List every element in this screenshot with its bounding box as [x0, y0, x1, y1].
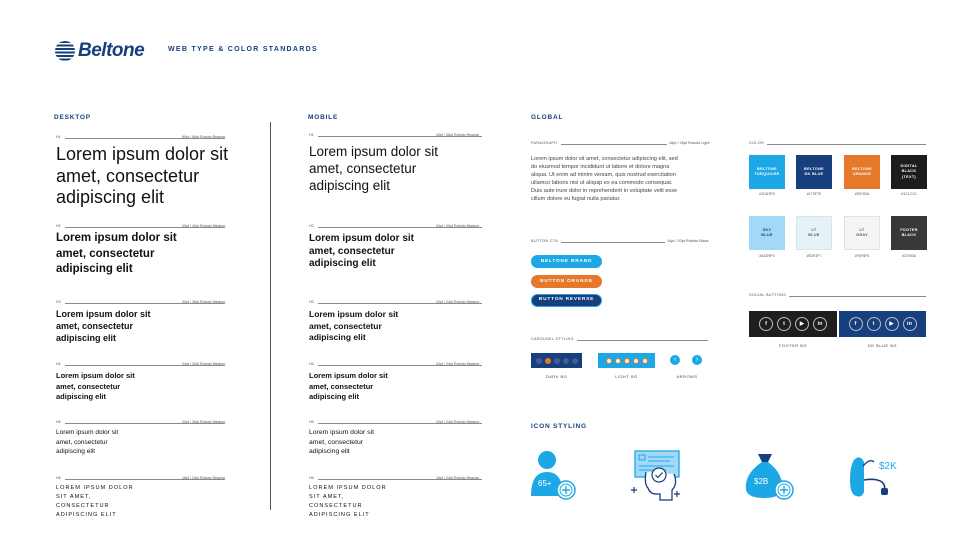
carousel-prev-arrow-icon[interactable]: ‹ — [670, 355, 680, 365]
swatch-lt-blue: LT BLUE — [796, 216, 832, 250]
carousel-dot[interactable] — [536, 358, 542, 364]
carousel-dot[interactable] — [633, 358, 639, 364]
facebook-icon[interactable]: f — [759, 317, 773, 331]
carousel-light-dots — [598, 353, 655, 368]
mobile-h3: H3 20pt / 24pt Roboto Medium Lorem ipsum dolor sit amet, consectetur adipiscing elit — [309, 300, 480, 342]
social-spec: SOCIAL BUTTONS — [749, 293, 787, 297]
carousel-caption-dark: DARK BG — [545, 374, 568, 379]
mobile-h2: H2 24pt / 40pt Roboto Medium Lorem ipsum dolor sit amet, consectetur adipiscing elit — [309, 224, 480, 269]
desktop-h1: H1 60pt / 66pt Roboto Regular Lorem ipsum dolor sit amet, consectetur adipiscing elit — [56, 135, 229, 207]
hex-code: #F5F5F5 — [854, 254, 870, 258]
hex-code: #E5782A — [854, 192, 870, 196]
icon-label-age: 65+ — [538, 479, 552, 488]
button-reverse[interactable]: BUTTON REVERSE — [531, 294, 602, 307]
swatch-footer-black: FOOTER BLACK — [891, 216, 927, 250]
linkedin-icon[interactable]: in — [813, 317, 827, 331]
swatch-beltone-turquoise: BELTONE TURQUOISE — [749, 155, 785, 189]
money-bag-icon — [742, 450, 794, 507]
mobile-h6: H6 16pt / 24pt Roboto Regular LOREM IPSUM DOLOR SIT AMET, CONSECTETUR ADIPISCING ELIT — [309, 476, 480, 518]
carousel-caption-light: LIGHT BG — [615, 374, 638, 379]
carousel-dot-active[interactable] — [545, 358, 551, 364]
column-divider — [270, 122, 271, 510]
social-footer-bg — [749, 311, 837, 337]
carousel-dot[interactable] — [572, 358, 578, 364]
hex-code: #173F7E — [806, 192, 822, 196]
carousel-next-arrow-icon[interactable]: › — [692, 355, 702, 365]
linkedin-icon[interactable]: in — [903, 317, 917, 331]
youtube-icon[interactable]: ▶ — [795, 317, 809, 331]
swatch-lt-gray: LT GRAY — [844, 216, 880, 250]
person-plus-icon — [530, 450, 578, 507]
desktop-h6: H6 16pt / 24pt Roboto Regular LOREM IPSUM DOLOR SIT AMET, CONSECTETUR ADIPISCING ELIT — [56, 476, 226, 518]
logo-text: Beltone — [78, 40, 145, 61]
carousel-spec: CAROUSEL STYLING — [531, 337, 574, 341]
social-caption-dk-blue: DK BLUE BG — [867, 343, 897, 348]
desktop-h2: H2 40pt / 40pt Roboto Medium Lorem ipsum dolor sit amet, consectetur adipiscing elit — [56, 224, 226, 275]
carousel-dot[interactable] — [563, 358, 569, 364]
carousel-dot[interactable] — [624, 358, 630, 364]
hex-code: #E3F3F7 — [806, 254, 822, 258]
desktop-h5: H5 20pt / 30pt Roboto Medium Lorem ipsum dolor sit amet, consectetur adipiscing elit — [56, 420, 226, 455]
beltone-brand-button[interactable]: BELTONE BRAND — [531, 255, 602, 268]
globe-icon — [54, 40, 76, 62]
mobile-h1: H1 40pt / 36pt Roboto Regular Lorem ipsum dolor sit amet, consectetur adipiscing elit — [309, 133, 480, 193]
carousel-dot[interactable] — [554, 358, 560, 364]
paragraph-sample: Lorem ipsum dolor sit amet, consectetur adipiscing elit, sed do eiusmod tempor incididunt ut labore et dolore magna aliqua. Ut enim ad minim veniam, quis nostrud exercitation ullamco laboris nisi ut aliquip ex ea commodo consequat. Duis aute irure dolor in reprehenderit in voluptate velit esse cillum dolore eu fugiat nulla pariatur. — [531, 156, 678, 203]
button-spec: BUTTON CTA 14pt / 20pt Roboto Black — [531, 239, 709, 243]
icon-styling-heading: ICON STYLING — [531, 423, 587, 430]
paragraph-spec: PARAGRAPH 16pt / 28pt Roboto Light — [531, 141, 710, 145]
color-spec: COLOR — [749, 141, 765, 145]
social-dk-blue-bg — [839, 311, 926, 337]
carousel-dark-dots — [531, 353, 582, 368]
desktop-heading: DESKTOP — [54, 114, 91, 121]
button-orange[interactable]: BUTTON ORANGE — [531, 275, 602, 288]
hex-code: #373936 — [902, 254, 916, 258]
page-title: WEB TYPE & COLOR STANDARDS — [168, 46, 318, 53]
mobile-heading: MOBILE — [308, 114, 339, 121]
twitter-icon[interactable]: t — [867, 317, 881, 331]
hearing-aid-icon — [846, 450, 904, 507]
mobile-h4: H4 24pt / 24pt Roboto Medium Lorem ipsum dolor sit amet, consectetur adipiscing elit — [309, 362, 480, 401]
swatch-beltone-orange: BELTONE ORANGE — [844, 155, 880, 189]
swatch-digital-black: DIGITAL BLACK (TEXT) — [891, 155, 927, 189]
hex-code: #A2D9F6 — [759, 254, 775, 258]
carousel-caption-arrows: ARROWS — [676, 374, 698, 379]
icon-label-price: $2K — [879, 461, 897, 472]
desktop-h4: H4 24pt / 32pt Roboto Medium Lorem ipsum dolor sit amet, consectetur adipiscing elit — [56, 362, 226, 401]
icon-label-amount: $2B — [754, 477, 769, 486]
youtube-icon[interactable]: ▶ — [885, 317, 899, 331]
swatch-sky-blue: SKY BLUE — [749, 216, 785, 250]
global-heading: GLOBAL — [531, 114, 564, 121]
hex-code: #1C1C1C — [901, 192, 917, 196]
facebook-icon[interactable]: f — [849, 317, 863, 331]
hex-code: #1DA7E5 — [759, 192, 775, 196]
head-checklist-icon — [630, 450, 684, 507]
social-caption-footer: FOOTER BG — [778, 343, 808, 348]
swatch-beltone-dk-blue: BELTONE DK BLUE — [796, 155, 832, 189]
carousel-dot[interactable] — [606, 358, 612, 364]
desktop-h3: H3 30pt / 36pt Roboto Medium Lorem ipsum dolor sit amet, consectetur adipiscing elit — [56, 300, 226, 343]
beltone-logo — [54, 40, 144, 62]
carousel-dot[interactable] — [615, 358, 621, 364]
mobile-h5: H5 20pt / 24pt Roboto Medium Lorem ipsum dolor sit amet, consectetur adipiscing elit — [309, 420, 480, 455]
carousel-dot[interactable] — [642, 358, 648, 364]
twitter-icon[interactable]: t — [777, 317, 791, 331]
